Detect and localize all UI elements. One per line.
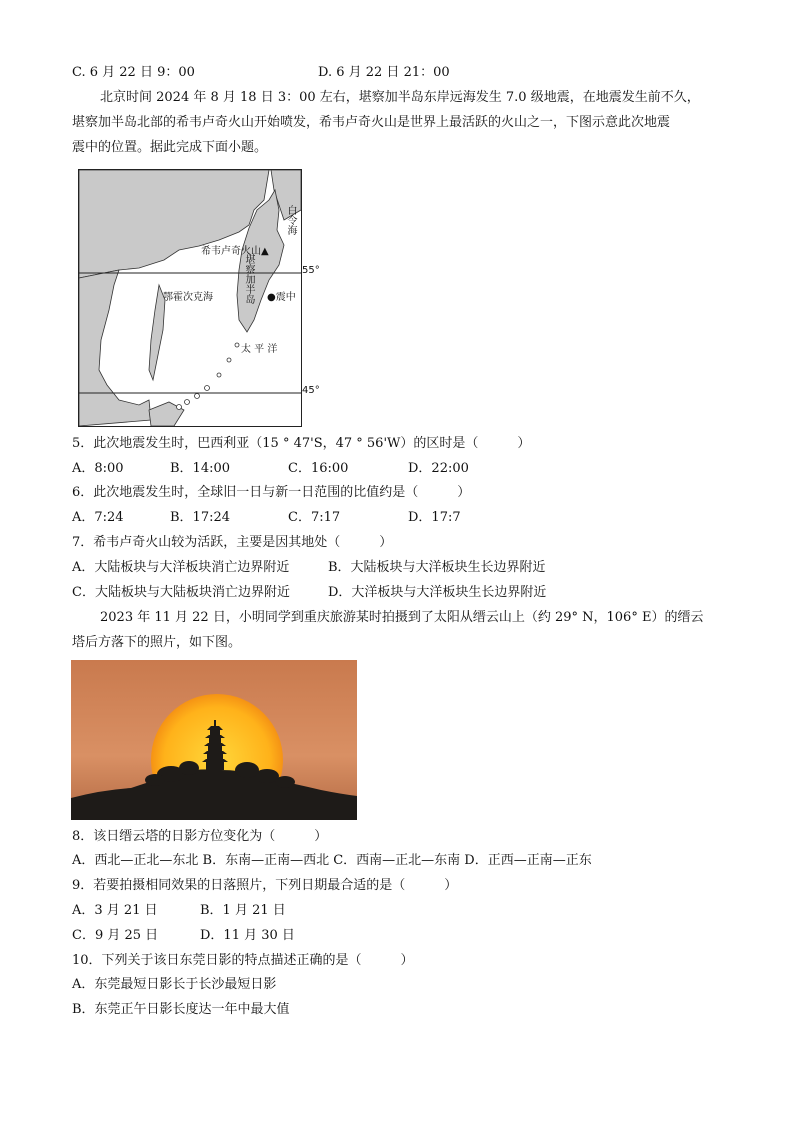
kuril-islands — [177, 343, 240, 410]
bering-sea-label: 白令海 — [285, 205, 296, 235]
q6-stem — [72, 484, 470, 502]
q9-option-c: C．9 月 25 日 — [72, 928, 159, 943]
q9-option-b: B．1 月 21 日 — [200, 903, 286, 918]
q9-paren: （ ） — [392, 878, 458, 893]
q10-stem — [72, 952, 414, 970]
volcano-label: 希韦卢奇火山▲ — [201, 246, 269, 257]
q5-option-b: B．14:00 — [170, 461, 231, 476]
q7-option-b: B．大陆板块与大洋板块生长边界附近 — [328, 560, 546, 575]
q7-stem-text: 7．希韦卢奇火山较为活跃，主要是因其地处 — [72, 535, 328, 550]
q7-option-a: A．大陆板块与大洋板块消亡边界附近 — [72, 560, 290, 575]
epicenter-label: ●震中 — [267, 292, 296, 303]
photo-svg — [71, 660, 357, 820]
mainland-west — [79, 270, 151, 426]
q9-stem — [72, 877, 457, 895]
q5-option-a: A．8:00 — [72, 461, 124, 476]
pacific-label: 太 平 洋 — [241, 344, 278, 355]
q4-option-c: C. 6 月 22 日 9：00 — [72, 65, 195, 80]
intro1-line3: 震中的位置。据此完成下面小题。 — [72, 140, 268, 155]
q6-option-d: D．17:7 — [408, 510, 461, 525]
q6-option-c: C．7:17 — [288, 510, 341, 525]
q9-option-a: A．3 月 21 日 — [72, 903, 158, 918]
intro2-line2: 塔后方落下的照片，如下图。 — [72, 635, 242, 650]
q8-stem-text: 8．该日缙云塔的日影方位变化为 — [72, 829, 263, 844]
q6-paren: （ ） — [405, 485, 471, 500]
q6-option-b: B．17:24 — [170, 510, 231, 525]
q10-option-a: A．东莞最短日影长于长沙最短日影 — [72, 977, 277, 992]
kamchatka-map — [78, 169, 302, 427]
sunset-pagoda-photo — [71, 660, 357, 820]
q5-stem-text: 5．此次地震发生时，巴西利亚（15 ° 47'S，47 ° 56'W）的区时是 — [72, 436, 466, 451]
q10-option-b: B．东莞正午日影长度达一年中最大值 — [72, 1002, 290, 1017]
q10-paren: （ ） — [348, 953, 414, 968]
q9-stem-text: 9．若要拍摄相同效果的日落照片，下列日期最合适的是 — [72, 878, 393, 893]
q5-option-c: C．16:00 — [288, 461, 349, 476]
q6-option-a: A．7:24 — [72, 510, 124, 525]
q8-options: A．西北—正北—东北 B．东南—正南—西北 C．西南—正北—东南 D．正西—正南—正东 — [72, 853, 592, 868]
q5-paren: （ ） — [465, 436, 531, 451]
lat-55-label: 55° — [302, 265, 320, 276]
q8-stem — [72, 828, 327, 846]
q7-option-c: C．大陆板块与大陆板块消亡边界附近 — [72, 585, 290, 600]
intro2-line1: 2023 年 11 月 22 日，小明同学到重庆旅游某时拍摄到了太阳从缙云山上（约 29° N，106° E）的缙云 — [100, 610, 704, 625]
peninsula-label: 堪察加半岛 — [243, 254, 254, 304]
lat-45-label: 45° — [302, 385, 320, 396]
q9-option-d: D．11 月 30 日 — [200, 928, 295, 943]
intro1-line2: 堪察加半岛北部的希韦卢奇火山开始喷发，希韦卢奇火山是世界上最活跃的火山之一，下图示意此次地震 — [72, 115, 671, 130]
q8-paren: （ ） — [262, 829, 328, 844]
okhotsk-sea-label: 鄂霍次克海 — [163, 292, 213, 303]
q10-stem-text: 10．下列关于该日东莞日影的特点描述正确的是 — [72, 953, 349, 968]
q4-option-d: D. 6 月 22 日 21：00 — [318, 65, 450, 80]
q6-stem-text: 6．此次地震发生时，全球旧一日与新一日范围的比值约是 — [72, 485, 406, 500]
q5-option-d: D．22:00 — [408, 461, 469, 476]
q7-stem — [72, 534, 392, 552]
q7-option-d: D．大洋板块与大洋板块生长边界附近 — [328, 585, 547, 600]
intro1-line1: 北京时间 2024 年 8 月 18 日 3：00 左右，堪察加半岛东岸远海发生 7.0 级地震，在地震发生前不久， — [100, 90, 700, 105]
q7-paren: （ ） — [327, 535, 393, 550]
q5-stem — [72, 435, 530, 453]
